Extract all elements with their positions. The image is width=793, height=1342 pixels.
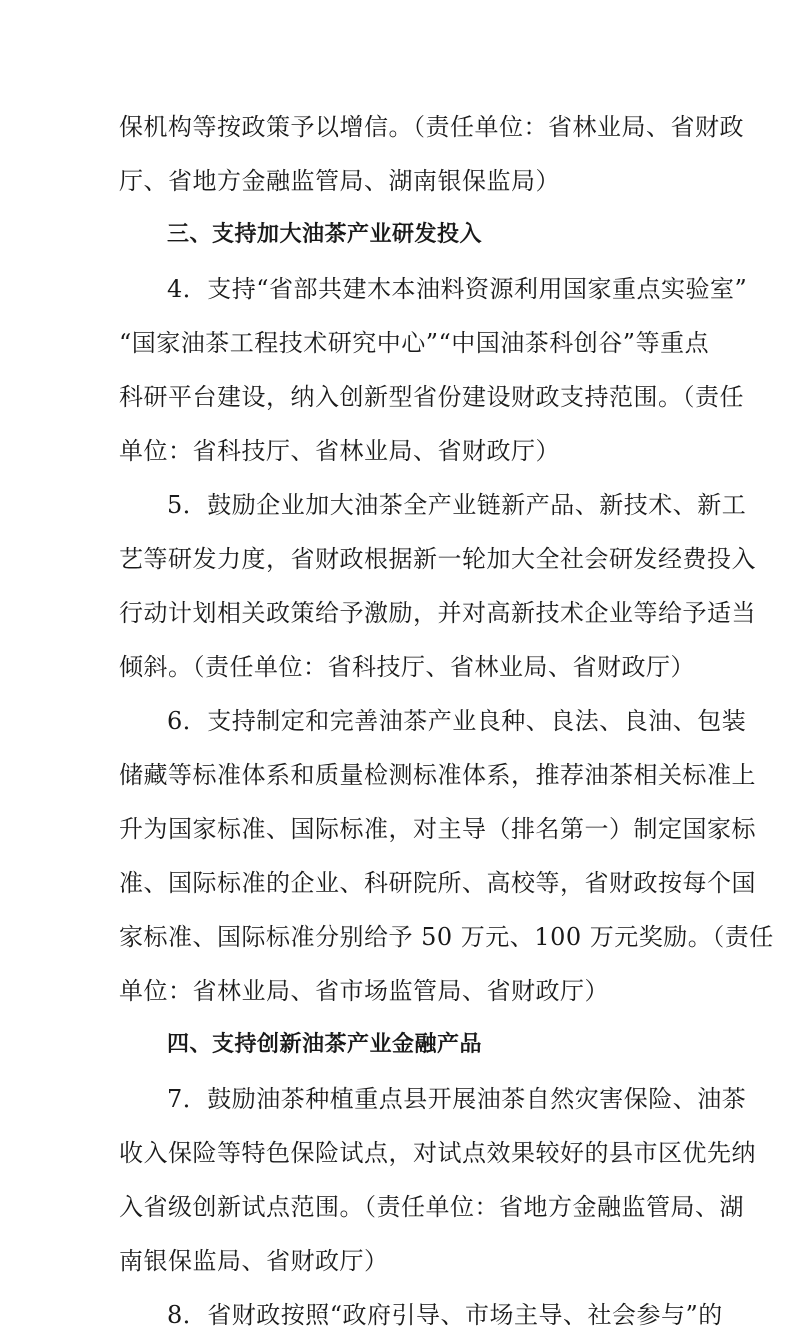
paragraph-line: 入省级创新试点范围。（责任单位：省地方金融监管局、湖	[119, 1193, 744, 1221]
paragraph-line: 倾斜。（责任单位：省科技厅、省林业局、省财政厅）	[119, 653, 695, 681]
paragraph-line: 7．鼓励油茶种植重点县开展油茶自然灾害保险、油茶	[167, 1085, 747, 1113]
paragraph-line: 储藏等标准体系和质量检测标准体系，推荐油茶相关标准上	[119, 761, 756, 789]
paragraph-line: 单位：省林业局、省市场监管局、省财政厅）	[119, 977, 609, 1005]
paragraph-line: 单位：省科技厅、省林业局、省财政厅）	[119, 437, 560, 465]
document-page	[119, 100, 774, 1342]
paragraph-line: 厅、省地方金融监管局、湖南银保监局）	[119, 167, 560, 195]
paragraph-line: 收入保险等特色保险试点，对试点效果较好的县市区优先纳	[119, 1139, 756, 1167]
paragraph-line: 升为国家标准、国际标准，对主导（排名第一）制定国家标	[119, 815, 756, 843]
paragraph-line: 南银保监局、省财政厅）	[119, 1247, 389, 1275]
section-heading: 四、支持创新油茶产业金融产品	[167, 1032, 483, 1057]
paragraph-line: 8．省财政按照“政府引导、市场主导、社会参与”的	[167, 1301, 723, 1329]
section-heading: 三、支持加大油茶产业研发投入	[167, 222, 483, 247]
paragraph-line: 家标准、国际标准分别给予 50 万元、100 万元奖励。（责任	[119, 923, 774, 951]
paragraph-line: 行动计划相关政策给予激励，并对高新技术企业等给予适当	[119, 599, 756, 627]
paragraph-line: 科研平台建设，纳入创新型省份建设财政支持范围。（责任	[119, 383, 744, 411]
paragraph-line: “国家油茶工程技术研究中心”“中国油茶科创谷”等重点	[119, 329, 710, 357]
paragraph-line: 6．支持制定和完善油茶产业良种、良法、良油、包装	[167, 707, 747, 735]
paragraph-line: 准、国际标准的企业、科研院所、高校等，省财政按每个国	[119, 869, 756, 897]
paragraph-line: 艺等研发力度，省财政根据新一轮加大全社会研发经费投入	[119, 545, 756, 573]
paragraph-line: 保机构等按政策予以增信。（责任单位：省林业局、省财政	[119, 113, 744, 141]
paragraph-line: 5．鼓励企业加大油茶全产业链新产品、新技术、新工	[167, 491, 747, 519]
paragraph-line: 4．支持“省部共建木本油料资源利用国家重点实验室”	[167, 275, 748, 303]
